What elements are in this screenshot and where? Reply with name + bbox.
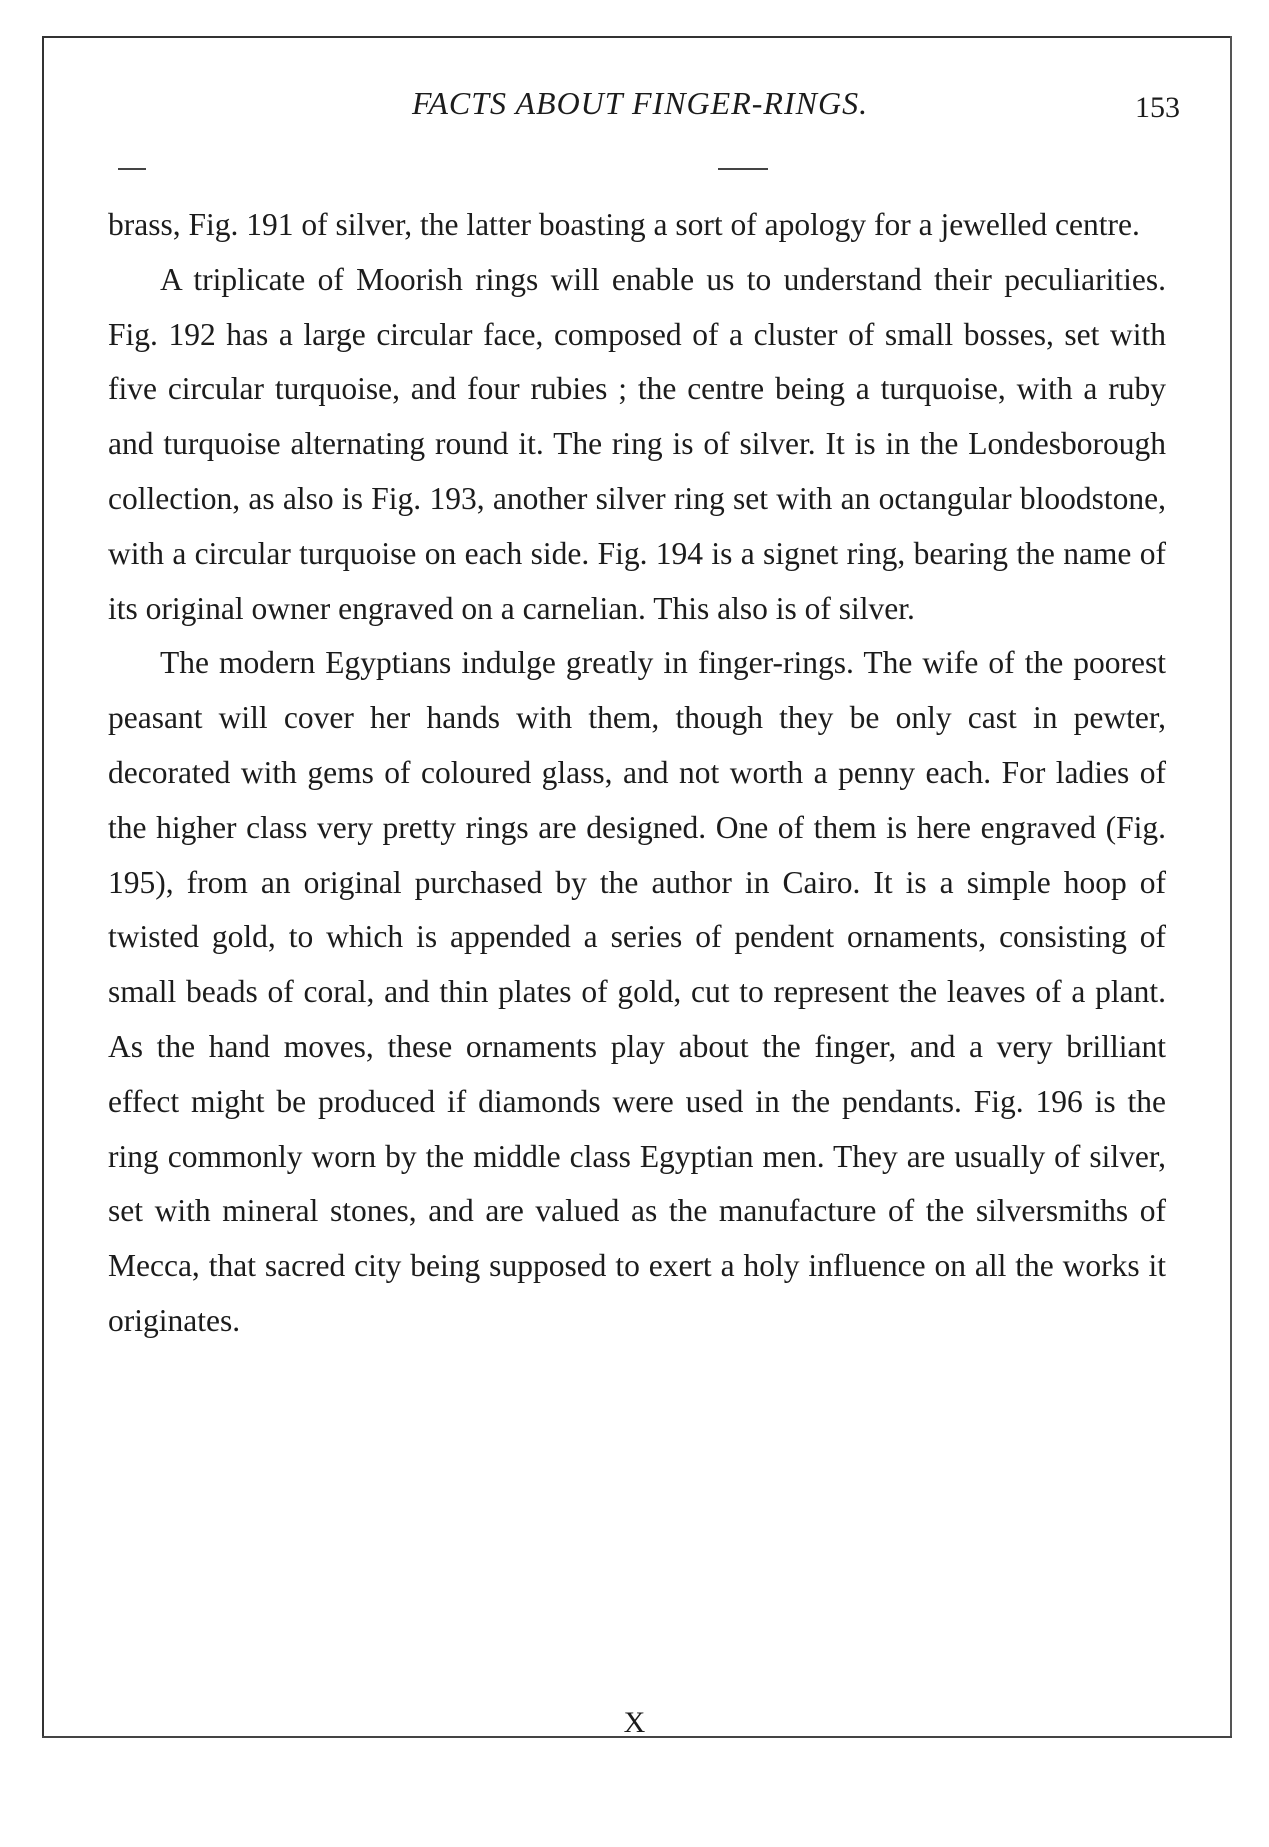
frame-right-border [1230, 36, 1232, 1736]
header-rule-center [718, 168, 768, 170]
frame-left-border [42, 36, 44, 1736]
body-text [108, 198, 1166, 1349]
page-header [100, 85, 1180, 135]
frame-top-border [42, 36, 1232, 38]
page-number: 153 [1135, 91, 1180, 124]
header-rule-left [118, 168, 146, 170]
paragraph-1: brass, Fig. 191 of silver, the latter boasting a sort of apology for a jewelled centre. [108, 207, 1140, 242]
paragraph-3: The modern Egyptians indulge greatly in finger-rings. The wife of the poorest peasant will cover her hands with them, though they be only cast in pewter, decorated with gems of coloured glass, and not worth a penny each. For ladies of the higher class very pretty rings are designed. One of them is here engraved (Fig. 195), from an original purchased by the author in Cairo. It is a simple hoop of twisted gold, to which is appended a series of pendent ornaments, consisting of small beads of coral, and thin plates of gold, cut to represent the leaves of a plant. As the hand moves, these ornaments play about the finger, and a very brilliant effect might be produced if diamonds were used in the pendants. Fig. 196 is the ring commonly worn by the middle class Egyptian men. They are usually of silver, set with mineral stones, and are valued as the manufacture of the silversmiths of Mecca, that sacred city being supposed to exert a holy influence on all the works it originates. [108, 645, 1166, 1338]
paragraph-2: A triplicate of Moorish rings will enable us to understand their peculiarities. Fig. 192 has a large circular face, composed of a cluster of small bosses, set with five circular turquoise, and four rubies ; the centre being a turquoise, with a ruby and turquoise alternating round it. The ring is of silver. It is in the Londesborough collection, as also is Fig. 193, another silver ring set with an octangular bloodstone, with a circular turquoise on each side. Fig. 194 is a signet ring, bearing the name of its original owner engraved on a carnelian. This also is of silver. [108, 261, 1166, 626]
signature-mark: X [623, 1706, 646, 1739]
running-title: FACTS ABOUT FINGER-RINGS. [411, 85, 869, 121]
